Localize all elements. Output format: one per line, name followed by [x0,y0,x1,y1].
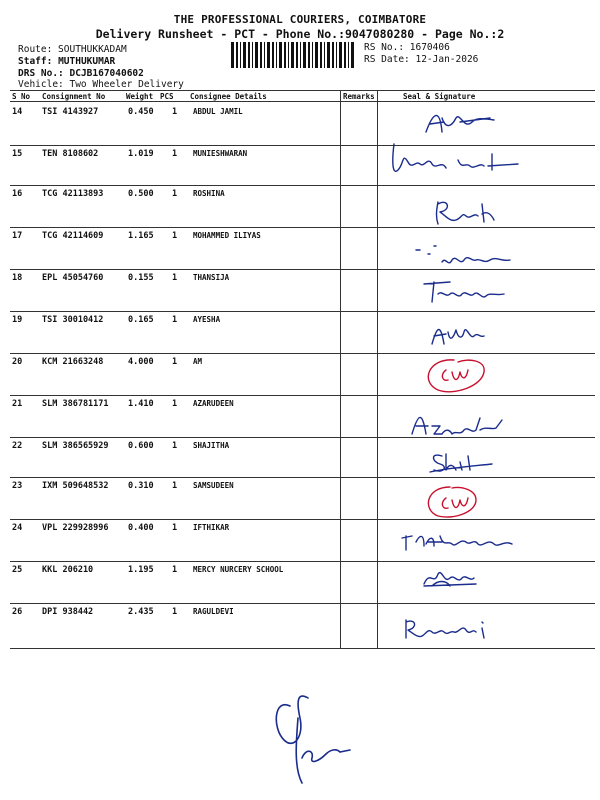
signature-stroke [416,246,510,263]
row-divider [10,561,595,562]
col-pcs: PCS [160,92,174,101]
header-top-rule [10,90,595,91]
consignment-cell: TSI 30010412 [42,315,104,325]
row-divider [10,185,595,186]
row-divider [10,227,595,228]
remarks-right-rule [377,90,378,648]
pcs-cell: 1 [172,357,178,367]
sno-cell: 24 [12,523,23,533]
consignment-cell: EPL 45054760 [42,273,104,283]
signature-mark [388,140,528,184]
runsheet-title: THE PROFESSIONAL COURIERS, COIMBATORE [173,13,427,26]
weight-cell: 0.500 [128,189,154,199]
signature-mark [420,484,480,522]
signature-stroke [406,620,484,638]
weight-cell: 0.155 [128,273,154,283]
pcs-cell: 1 [172,315,178,325]
weight-cell: 1.165 [128,231,154,241]
weight-cell: 4.000 [128,357,154,367]
signature-mark [420,276,510,310]
consignee-cell: IFTHIKAR [193,523,230,532]
signature-stroke [432,330,484,344]
consignment-cell: TCG 42114609 [42,231,104,241]
consignment-cell: SLM 386565929 [42,441,109,451]
pcs-cell: 1 [172,189,178,199]
consignee-cell: MOHAMMED ILIYAS [193,231,261,240]
sno-cell: 21 [12,399,23,409]
drs-line [18,68,144,79]
weight-cell: 0.310 [128,481,154,491]
sno-cell: 22 [12,441,23,451]
signature-stroke [393,144,518,171]
staff-line [18,56,115,67]
weight-cell: 0.400 [128,523,154,533]
sno-cell: 16 [12,189,23,199]
pcs-cell: 1 [172,523,178,533]
weight-cell: 1.410 [128,399,154,409]
signature-stroke [428,487,476,517]
signature-stroke [424,282,504,302]
signature-stroke [402,536,512,550]
signature-mark [412,232,532,276]
sno-cell: 17 [12,231,23,241]
sno-cell: 23 [12,481,23,491]
sno-cell: 20 [12,357,23,367]
drs-label: DRS No.: [18,68,64,79]
consignment-cell: VPL 229928996 [42,523,109,533]
signature-mark [432,196,502,230]
sno-cell: 19 [12,315,23,325]
row-divider [10,311,595,312]
rs-date: RS Date: 12-Jan-2026 [364,54,479,65]
pcs-cell: 1 [172,107,178,117]
signature-stroke [437,202,495,224]
barcode [231,42,358,68]
pcs-cell: 1 [172,149,178,159]
runsheet-subtitle: Delivery Runsheet - PCT - Phone No.:9047080280 - Page No.:2 [95,27,505,41]
signature-stroke [412,417,502,434]
consignee-cell: AZARUDEEN [193,399,234,408]
consignee-cell: SAMSUDEEN [193,481,234,490]
sno-cell: 18 [12,273,23,283]
col-consignee: Consignee Details [190,92,267,101]
signature-stroke [424,573,476,586]
consignee-cell: MERCY NURCERY SCHOOL [193,565,284,574]
weight-cell: 2.435 [128,607,154,617]
pcs-cell: 1 [172,481,178,491]
weight-cell: 1.195 [128,565,154,575]
row-divider [10,603,595,604]
consignment-cell: KKL 206210 [42,565,94,575]
sno-cell: 26 [12,607,23,617]
signature-mark [418,356,490,400]
consignee-cell: ABDUL JAMIL [193,107,243,116]
col-remarks: Remarks [343,92,375,101]
header-bottom-rule [10,101,595,102]
row-divider [10,477,595,478]
weight-cell: 0.165 [128,315,154,325]
col-signature: Seal & Signature [403,92,476,101]
row-divider [10,353,595,354]
sno-cell: 15 [12,149,23,159]
pcs-cell: 1 [172,441,178,451]
signature-mark [400,614,500,646]
pcs-cell: 1 [172,565,178,575]
signature-mark [398,524,528,558]
weight-cell: 0.450 [128,107,154,117]
consignee-cell: AYESHA [193,315,221,324]
consignment-cell: SLM 386781171 [42,399,109,409]
consignee-cell: RAGULDEVI [193,607,234,616]
consignment-cell: DPI 938442 [42,607,94,617]
consignee-cell: SHAJITHA [193,441,230,450]
remarks-left-rule [340,90,341,648]
consignee-cell: AM [193,357,203,366]
col-sno: S No [12,92,31,101]
signature-mark [408,408,518,442]
pcs-cell: 1 [172,231,178,241]
signature-stroke [428,360,484,392]
consignee-cell: ROSHINA [193,189,225,198]
consignment-cell: TCG 42113893 [42,189,104,199]
consignment-cell: KCM 21663248 [42,357,104,367]
signature-mark [420,566,480,594]
signature-stroke [426,116,494,133]
signature-mark [428,448,498,480]
pcs-cell: 1 [172,607,178,617]
vehicle-text: Vehicle: Two Wheeler Delivery [18,79,184,90]
pcs-cell: 1 [172,399,178,409]
consignment-cell: TSI 4143927 [42,107,99,117]
consignee-cell: THANSIJA [193,273,230,282]
col-weight: Weight [126,92,154,101]
staff-label: Staff: [18,56,53,67]
row-divider [10,519,595,520]
signature-mark [426,316,486,352]
rs-number: RS No.: 1670406 [364,42,450,53]
row-divider [10,395,595,396]
sno-cell: 25 [12,565,23,575]
signature-mark [420,108,500,142]
signature-stroke [430,454,492,472]
pcs-cell: 1 [172,273,178,283]
consignee-cell: MUNIESHWARAN [193,149,248,158]
sno-cell: 14 [12,107,23,117]
consignment-cell: TEN 8108602 [42,149,99,159]
route-text: Route: SOUTHUKKADAM [18,44,127,55]
footer-signature [268,688,358,792]
weight-cell: 0.600 [128,441,154,451]
drs-number: DCJB167040602 [69,68,144,79]
consignment-cell: IXM 509648532 [42,481,109,491]
weight-cell: 1.019 [128,149,154,159]
table-bottom-rule [10,648,595,649]
staff-name: MUTHUKUMAR [58,56,116,67]
col-consignment: Consignment No [42,92,106,101]
